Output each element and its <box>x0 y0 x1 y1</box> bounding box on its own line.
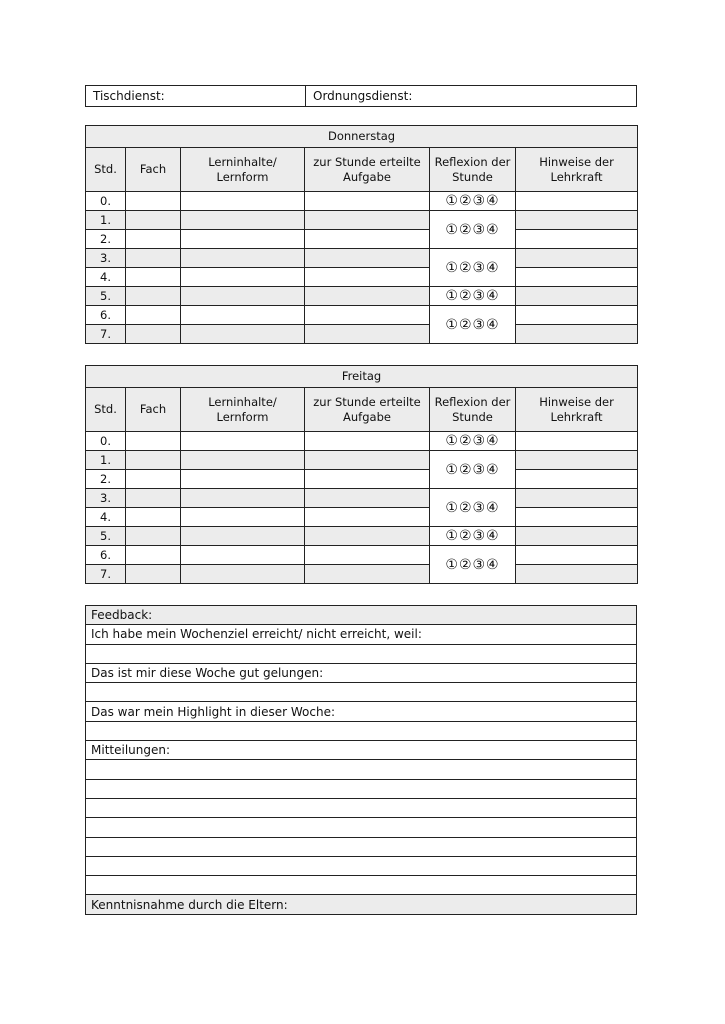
column-header-aufgabe: zur Stunde erteilte Aufgabe <box>305 148 430 192</box>
fach-cell[interactable] <box>126 230 181 249</box>
table-row <box>86 192 638 211</box>
table-row <box>86 489 638 508</box>
column-header-std: Std. <box>86 148 126 192</box>
aufgabe-cell[interactable] <box>305 432 430 451</box>
feedback-section <box>85 605 637 915</box>
table-row <box>86 268 638 287</box>
reflection-rating[interactable]: ①②③④ <box>430 287 516 306</box>
lerninhalte-cell[interactable] <box>181 432 305 451</box>
lerninhalte-cell[interactable] <box>181 451 305 470</box>
period-number: 2. <box>86 230 126 249</box>
reflection-rating[interactable]: ①②③④ <box>430 527 516 546</box>
fach-cell[interactable] <box>126 527 181 546</box>
fach-cell[interactable] <box>126 451 181 470</box>
aufgabe-cell[interactable] <box>305 230 430 249</box>
duty-assignment-bar <box>85 85 637 107</box>
lerninhalte-cell[interactable] <box>181 306 305 325</box>
messages-line[interactable] <box>86 857 636 876</box>
period-number: 3. <box>86 249 126 268</box>
table-row <box>86 432 638 451</box>
fach-cell[interactable] <box>126 268 181 287</box>
fach-cell[interactable] <box>126 287 181 306</box>
hinweise-cell[interactable] <box>516 306 638 325</box>
schedule-table <box>85 365 638 584</box>
thursday-schedule <box>85 125 637 344</box>
lerninhalte-cell[interactable] <box>181 211 305 230</box>
column-header-reflexion: Reflexion der Stunde <box>430 148 516 192</box>
period-number: 7. <box>86 325 126 344</box>
fach-cell[interactable] <box>126 325 181 344</box>
aufgabe-cell[interactable] <box>305 192 430 211</box>
period-number: 6. <box>86 306 126 325</box>
goal-answer-line[interactable] <box>86 645 636 664</box>
lerninhalte-cell[interactable] <box>181 192 305 211</box>
reflection-rating[interactable]: ①②③④ <box>430 249 516 287</box>
hinweise-cell[interactable] <box>516 565 638 584</box>
table-row <box>86 546 638 565</box>
hinweise-cell[interactable] <box>516 287 638 306</box>
order-service-field[interactable] <box>306 86 636 106</box>
hinweise-cell[interactable] <box>516 489 638 508</box>
column-header-std: Std. <box>86 388 126 432</box>
hinweise-cell[interactable] <box>516 546 638 565</box>
table-row <box>86 211 638 230</box>
column-header-fach: Fach <box>126 148 181 192</box>
hinweise-cell[interactable] <box>516 211 638 230</box>
aufgabe-cell[interactable] <box>305 546 430 565</box>
messages-line[interactable] <box>86 760 636 779</box>
lerninhalte-cell[interactable] <box>181 268 305 287</box>
hinweise-cell[interactable] <box>516 451 638 470</box>
table-row <box>86 508 638 527</box>
messages-line[interactable] <box>86 838 636 857</box>
lerninhalte-cell[interactable] <box>181 565 305 584</box>
aufgabe-cell[interactable] <box>305 325 430 344</box>
fach-cell[interactable] <box>126 306 181 325</box>
period-number: 6. <box>86 546 126 565</box>
aufgabe-cell[interactable] <box>305 306 430 325</box>
column-header-reflexion: Reflexion der Stunde <box>430 388 516 432</box>
fach-cell[interactable] <box>126 565 181 584</box>
aufgabe-cell[interactable] <box>305 287 430 306</box>
reflection-rating[interactable]: ①②③④ <box>430 432 516 451</box>
table-row <box>86 527 638 546</box>
table-row <box>86 306 638 325</box>
column-header-fach: Fach <box>126 388 181 432</box>
hinweise-cell[interactable] <box>516 268 638 287</box>
table-service-label: Tischdienst: <box>93 89 165 103</box>
period-number: 4. <box>86 508 126 527</box>
lerninhalte-cell[interactable] <box>181 325 305 344</box>
table-row <box>86 249 638 268</box>
success-answer-line[interactable] <box>86 683 636 702</box>
goal-prompt: Ich habe mein Wochenziel erreicht/ nicht erreicht, weil: <box>86 625 636 644</box>
aufgabe-cell[interactable] <box>305 527 430 546</box>
hinweise-cell[interactable] <box>516 230 638 249</box>
column-header-lerninhalte: Lerninhalte/ Lernform <box>181 148 305 192</box>
aufgabe-cell[interactable] <box>305 508 430 527</box>
column-header-hinweise: Hinweise der Lehrkraft <box>516 148 638 192</box>
order-service-label: Ordnungsdienst: <box>313 89 413 103</box>
messages-line[interactable] <box>86 780 636 799</box>
hinweise-cell[interactable] <box>516 527 638 546</box>
messages-label: Mitteilungen: <box>86 741 636 760</box>
period-number: 1. <box>86 451 126 470</box>
lerninhalte-cell[interactable] <box>181 527 305 546</box>
reflection-rating[interactable]: ①②③④ <box>430 211 516 249</box>
lerninhalte-cell[interactable] <box>181 249 305 268</box>
messages-line[interactable] <box>86 818 636 837</box>
highlight-prompt: Das war mein Highlight in dieser Woche: <box>86 702 636 721</box>
period-number: 5. <box>86 527 126 546</box>
messages-line[interactable] <box>86 799 636 818</box>
table-row <box>86 470 638 489</box>
period-number: 0. <box>86 192 126 211</box>
aufgabe-cell[interactable] <box>305 451 430 470</box>
table-service-field[interactable] <box>86 86 306 106</box>
table-row <box>86 230 638 249</box>
column-header-aufgabe: zur Stunde erteilte Aufgabe <box>305 388 430 432</box>
fach-cell[interactable] <box>126 489 181 508</box>
highlight-answer-line[interactable] <box>86 722 636 741</box>
aufgabe-cell[interactable] <box>305 268 430 287</box>
period-number: 0. <box>86 432 126 451</box>
aufgabe-cell[interactable] <box>305 249 430 268</box>
day-title: Freitag <box>86 366 638 388</box>
aufgabe-cell[interactable] <box>305 565 430 584</box>
table-row <box>86 287 638 306</box>
parents-acknowledgement[interactable]: Kenntnisnahme durch die Eltern: <box>86 895 636 914</box>
fach-cell[interactable] <box>126 546 181 565</box>
lerninhalte-cell[interactable] <box>181 287 305 306</box>
fach-cell[interactable] <box>126 249 181 268</box>
table-row <box>86 451 638 470</box>
friday-schedule <box>85 365 637 584</box>
fach-cell[interactable] <box>126 192 181 211</box>
lerninhalte-cell[interactable] <box>181 489 305 508</box>
aufgabe-cell[interactable] <box>305 470 430 489</box>
period-number: 7. <box>86 565 126 584</box>
reflection-rating[interactable]: ①②③④ <box>430 451 516 489</box>
hinweise-cell[interactable] <box>516 249 638 268</box>
table-row <box>86 565 638 584</box>
reflection-rating[interactable]: ①②③④ <box>430 546 516 584</box>
fach-cell[interactable] <box>126 211 181 230</box>
lerninhalte-cell[interactable] <box>181 546 305 565</box>
fach-cell[interactable] <box>126 470 181 489</box>
messages-line[interactable] <box>86 876 636 895</box>
aufgabe-cell[interactable] <box>305 489 430 508</box>
hinweise-cell[interactable] <box>516 192 638 211</box>
column-header-hinweise: Hinweise der Lehrkraft <box>516 388 638 432</box>
hinweise-cell[interactable] <box>516 508 638 527</box>
reflection-rating[interactable]: ①②③④ <box>430 192 516 211</box>
lerninhalte-cell[interactable] <box>181 230 305 249</box>
aufgabe-cell[interactable] <box>305 211 430 230</box>
feedback-header: Feedback: <box>86 606 636 625</box>
hinweise-cell[interactable] <box>516 325 638 344</box>
hinweise-cell[interactable] <box>516 470 638 489</box>
column-header-lerninhalte: Lerninhalte/ Lernform <box>181 388 305 432</box>
schedule-table <box>85 125 638 344</box>
lerninhalte-cell[interactable] <box>181 508 305 527</box>
period-number: 2. <box>86 470 126 489</box>
reflection-rating[interactable]: ①②③④ <box>430 306 516 344</box>
lerninhalte-cell[interactable] <box>181 470 305 489</box>
period-number: 1. <box>86 211 126 230</box>
day-title: Donnerstag <box>86 126 638 148</box>
period-number: 4. <box>86 268 126 287</box>
success-prompt: Das ist mir diese Woche gut gelungen: <box>86 664 636 683</box>
period-number: 5. <box>86 287 126 306</box>
fach-cell[interactable] <box>126 508 181 527</box>
table-row <box>86 325 638 344</box>
hinweise-cell[interactable] <box>516 432 638 451</box>
period-number: 3. <box>86 489 126 508</box>
fach-cell[interactable] <box>126 432 181 451</box>
reflection-rating[interactable]: ①②③④ <box>430 489 516 527</box>
